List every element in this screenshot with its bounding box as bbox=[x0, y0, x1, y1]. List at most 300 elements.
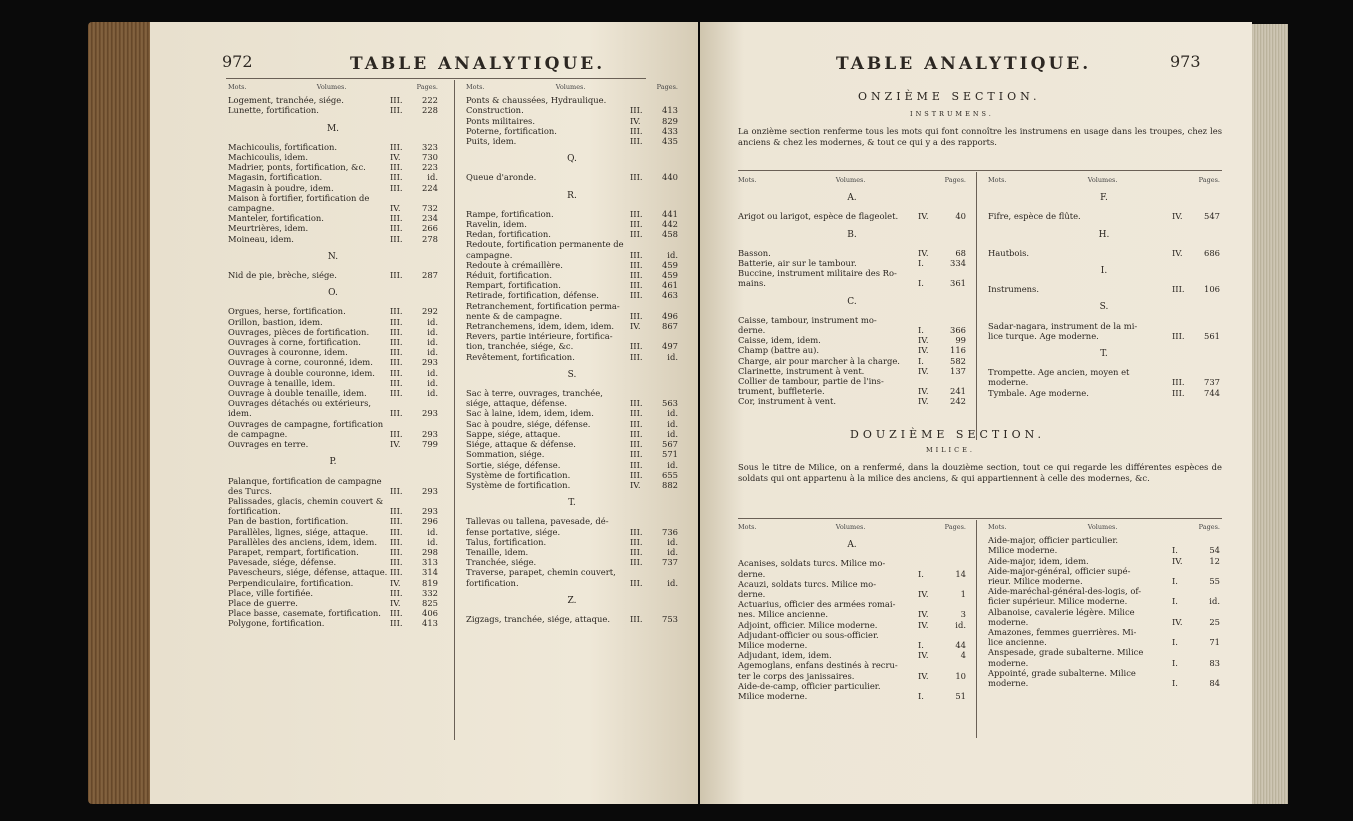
entry-volume: I. bbox=[918, 640, 924, 651]
entry-page: id. bbox=[667, 546, 678, 557]
entry-term: Buccine, instrument militaire des Ro- bbox=[738, 268, 897, 279]
entry-term: des Turcs. bbox=[228, 485, 272, 496]
entry-term: moderne. bbox=[988, 377, 1029, 388]
index-entry bbox=[988, 576, 1220, 586]
entry-term: Ouvrages à corne, fortification. bbox=[228, 337, 361, 348]
entry-term: Champ (battre au). bbox=[738, 345, 820, 356]
entry-page: 334 bbox=[950, 258, 966, 269]
entry-volume bbox=[390, 398, 416, 408]
index-entry bbox=[738, 258, 966, 268]
entry-volume bbox=[390, 476, 416, 486]
entry-volume: III. bbox=[630, 105, 643, 116]
entry-volume bbox=[1172, 566, 1198, 576]
entry-term: Poterne, fortification. bbox=[466, 125, 557, 136]
index-entry bbox=[228, 496, 438, 506]
entry-term: Perpendiculaire, fortification. bbox=[228, 577, 354, 588]
entry-page: 463 bbox=[662, 290, 678, 301]
entry-term: lice ancienne. bbox=[988, 637, 1047, 648]
entry-volume: III. bbox=[390, 377, 403, 388]
entry-term: Batterie, air sur le tambour. bbox=[738, 258, 857, 269]
entry-page: 459 bbox=[662, 259, 678, 270]
index-entry bbox=[466, 578, 678, 588]
entry-term: lice turque. Age moderne. bbox=[988, 330, 1099, 341]
entry-volume: III. bbox=[390, 182, 403, 193]
entry-volume bbox=[630, 95, 656, 105]
letter-heading: S. bbox=[567, 369, 577, 380]
index-entry bbox=[466, 209, 678, 219]
entry-term: Polygone, fortification. bbox=[228, 618, 325, 629]
entry-term: Cor, instrument à vent. bbox=[738, 396, 837, 407]
index-entry bbox=[738, 599, 966, 609]
entry-volume: IV. bbox=[918, 650, 929, 661]
entry-page: id. bbox=[427, 337, 438, 348]
index-entry bbox=[466, 311, 678, 321]
entry-volume bbox=[390, 496, 416, 506]
index-entry bbox=[466, 429, 678, 439]
entry-page: id. bbox=[427, 367, 438, 378]
entry-term: ter le corps des janissaires. bbox=[738, 670, 855, 681]
entry-term: Sac à terre, ouvrages, tranchée, bbox=[466, 388, 603, 399]
entry-term: Logement, tranchée, siége. bbox=[228, 95, 344, 106]
entry-page: 737 bbox=[662, 557, 678, 568]
entry-volume: I. bbox=[1172, 637, 1178, 648]
index-entry bbox=[228, 368, 438, 378]
index-entry bbox=[228, 578, 438, 588]
index-entry bbox=[466, 301, 678, 311]
index-entry bbox=[738, 691, 966, 701]
entry-term: Réduit, fortification. bbox=[466, 270, 552, 281]
entry-term: Adjudant-officier ou sous-officier. bbox=[738, 629, 879, 640]
entry-term: Traverse, parapet, chemin couvert, bbox=[466, 567, 616, 578]
entry-term: Collier de tambour, partie de l'ins- bbox=[738, 376, 884, 387]
entry-volume: IV. bbox=[918, 396, 929, 407]
entry-term: Aide-major, officier particulier. bbox=[988, 535, 1119, 546]
entry-term: Pavesade, siége, défense. bbox=[228, 557, 337, 568]
index-entry bbox=[988, 377, 1220, 387]
entry-page: 736 bbox=[662, 526, 678, 537]
entry-page bbox=[944, 630, 966, 640]
entry-page: 730 bbox=[422, 152, 438, 163]
entry-volume bbox=[630, 388, 656, 398]
entry-volume: III. bbox=[1172, 330, 1185, 341]
entry-term: idem. bbox=[228, 408, 252, 419]
entry-volume: IV. bbox=[918, 211, 929, 222]
entry-term: Adjoint, officier. Milice moderne. bbox=[738, 619, 878, 630]
entry-page: 413 bbox=[422, 618, 438, 629]
entry-page: id. bbox=[667, 418, 678, 429]
index-entry bbox=[228, 183, 438, 193]
index-entry bbox=[228, 357, 438, 367]
entry-page: 40 bbox=[955, 211, 966, 222]
entry-page: 361 bbox=[950, 278, 966, 289]
index-entry bbox=[228, 486, 438, 496]
index-entry bbox=[738, 681, 966, 691]
index-entry bbox=[466, 398, 678, 408]
index-entry bbox=[738, 248, 966, 258]
index-entry bbox=[228, 213, 438, 223]
index-entry bbox=[738, 366, 966, 376]
entry-volume bbox=[630, 301, 656, 311]
entry-page bbox=[1198, 647, 1220, 657]
column-header: Mots. Volumes. Pages. bbox=[738, 176, 966, 184]
entry-page: 293 bbox=[422, 485, 438, 496]
entry-term: Albanoise, cavalerie légère. Milice bbox=[988, 606, 1135, 617]
entry-term: tion, tranchée, siége, &c. bbox=[466, 341, 574, 352]
index-entry bbox=[228, 537, 438, 547]
index-entry bbox=[988, 607, 1220, 617]
entry-term: Tranchée, siége. bbox=[466, 557, 537, 568]
entry-term: Basson. bbox=[738, 247, 771, 258]
entry-term: Sappe, siége, attaque. bbox=[466, 428, 561, 439]
entry-page: 83 bbox=[1209, 657, 1220, 668]
entry-term: Système de fortification. bbox=[466, 469, 571, 480]
entry-page: 55 bbox=[1209, 576, 1220, 587]
entry-volume bbox=[390, 419, 416, 429]
entry-page: id. bbox=[427, 347, 438, 358]
entry-term: Sortie, siége, défense. bbox=[466, 459, 561, 470]
entry-volume: III. bbox=[630, 408, 643, 419]
entry-volume: III. bbox=[390, 526, 403, 537]
index-entry bbox=[228, 398, 438, 408]
index-entry bbox=[738, 630, 966, 640]
entry-term: Ouvrages, pièces de fortification. bbox=[228, 326, 370, 337]
entry-page: 241 bbox=[950, 386, 966, 397]
entry-page: 224 bbox=[422, 182, 438, 193]
entry-term: campagne. bbox=[466, 249, 513, 260]
letter-heading: T. bbox=[1100, 349, 1108, 360]
entry-volume: III. bbox=[630, 613, 643, 624]
index-entry bbox=[466, 321, 678, 331]
letter-heading: C. bbox=[847, 296, 857, 307]
entry-term: mains. bbox=[738, 278, 766, 289]
entry-volume bbox=[918, 599, 944, 609]
entry-term: derne. bbox=[738, 325, 766, 336]
index-entry bbox=[228, 557, 438, 567]
entry-page bbox=[944, 376, 966, 386]
entry-term: derne. bbox=[738, 568, 766, 579]
index-entry bbox=[738, 278, 966, 288]
entry-term: Actuarius, officier des armées romai- bbox=[738, 599, 896, 610]
entry-term: Ouvrages à couronne, idem. bbox=[228, 347, 348, 358]
entry-term: Ouvrages en terre. bbox=[228, 439, 309, 450]
index-entry bbox=[228, 317, 438, 327]
entry-page: 332 bbox=[422, 587, 438, 598]
entry-page: 3 bbox=[960, 609, 966, 620]
index-entry bbox=[988, 284, 1220, 294]
entry-volume: III. bbox=[390, 485, 403, 496]
column-header: Mots. Volumes. Pages. bbox=[988, 523, 1220, 531]
entry-volume: III. bbox=[630, 341, 643, 352]
letter-heading: A. bbox=[847, 540, 857, 551]
entry-page bbox=[1198, 607, 1220, 617]
entry-term: Aide-major, idem, idem. bbox=[988, 555, 1089, 566]
entry-volume: III. bbox=[390, 536, 403, 547]
entry-term: Magasin, fortification. bbox=[228, 172, 323, 183]
entry-page: id. bbox=[427, 536, 438, 547]
entry-page: id. bbox=[667, 428, 678, 439]
entry-volume: III. bbox=[630, 557, 643, 568]
entry-term: moderne. bbox=[988, 678, 1029, 689]
letter-heading: O. bbox=[328, 288, 338, 299]
entry-term: Anspesade, grade subalterne. Milice bbox=[988, 647, 1144, 658]
entry-page: 435 bbox=[662, 136, 678, 147]
entry-page: id. bbox=[667, 459, 678, 470]
entry-page bbox=[656, 239, 678, 249]
index-entry bbox=[738, 620, 966, 630]
entry-page: id. bbox=[667, 351, 678, 362]
index-entry bbox=[738, 386, 966, 396]
entry-term: siége, attaque, défense. bbox=[466, 398, 568, 409]
index-entry bbox=[228, 516, 438, 526]
entry-page: 84 bbox=[1209, 678, 1220, 689]
column-header: Mots. Volumes. Pages. bbox=[738, 523, 966, 531]
entry-volume: I. bbox=[1172, 576, 1178, 587]
entry-term: Magasin à poudre, idem. bbox=[228, 182, 334, 193]
index-entry bbox=[738, 268, 966, 278]
entry-term: Arigot ou larigot, espèce de flageolet. bbox=[738, 211, 899, 222]
index-entry bbox=[988, 596, 1220, 606]
index-entry bbox=[228, 306, 438, 316]
entry-volume: IV. bbox=[918, 609, 929, 620]
entry-page: 278 bbox=[422, 233, 438, 244]
entry-page: 298 bbox=[422, 546, 438, 557]
entry-volume bbox=[1172, 586, 1198, 596]
entry-page bbox=[1198, 627, 1220, 637]
index-entry bbox=[466, 105, 678, 115]
entry-page bbox=[944, 660, 966, 670]
entry-volume: IV. bbox=[1172, 616, 1183, 627]
instrumens-column-1 bbox=[738, 175, 966, 407]
index-entry bbox=[466, 567, 678, 577]
entry-page: 882 bbox=[662, 479, 678, 490]
entry-volume: III. bbox=[390, 233, 403, 244]
letter-heading: P. bbox=[329, 457, 337, 468]
index-entry bbox=[228, 506, 438, 516]
entry-page: 4 bbox=[960, 650, 966, 661]
entry-volume: III. bbox=[630, 546, 643, 557]
entry-volume: III. bbox=[390, 367, 403, 378]
entry-volume: III. bbox=[630, 526, 643, 537]
entry-page: 433 bbox=[662, 125, 678, 136]
entry-volume: IV. bbox=[1172, 247, 1183, 258]
entry-term: Parapet, rempart, fortification. bbox=[228, 546, 359, 557]
entry-volume: III. bbox=[390, 270, 403, 281]
index-entry bbox=[466, 229, 678, 239]
entry-page bbox=[416, 398, 438, 408]
entry-term: Pavescheurs, siége, défense, attaque. bbox=[228, 567, 388, 578]
entry-volume: III. bbox=[630, 577, 643, 588]
entry-volume: III. bbox=[390, 347, 403, 358]
entry-volume: IV. bbox=[918, 335, 929, 346]
entry-volume: IV. bbox=[630, 321, 641, 332]
entry-term: Machicoulis, idem. bbox=[228, 152, 309, 163]
entry-term: Parallèles, lignes, siége, attaque. bbox=[228, 526, 369, 537]
entry-volume: IV. bbox=[390, 152, 401, 163]
index-entry bbox=[228, 408, 438, 418]
entry-page: 10 bbox=[955, 670, 966, 681]
index-entry bbox=[466, 95, 678, 105]
index-entry bbox=[466, 239, 678, 249]
entry-page bbox=[944, 558, 966, 568]
header-rule bbox=[226, 78, 646, 79]
entry-term: Sac à poudre, siége, défense. bbox=[466, 418, 591, 429]
entry-volume: III. bbox=[390, 162, 403, 173]
entry-term: Place de guerre. bbox=[228, 597, 298, 608]
index-entry bbox=[228, 429, 438, 439]
entry-term: Puits, idem. bbox=[466, 136, 517, 147]
index-entry bbox=[228, 327, 438, 337]
entry-page bbox=[944, 579, 966, 589]
entry-term: Revêtement, fortification. bbox=[466, 351, 575, 362]
index-entry bbox=[466, 270, 678, 280]
entry-term: Agemoglans, enfans destinés à recru- bbox=[738, 660, 898, 671]
entry-volume: III. bbox=[1172, 387, 1185, 398]
index-entry bbox=[738, 345, 966, 355]
entry-volume bbox=[1172, 627, 1198, 637]
entry-volume: III. bbox=[630, 259, 643, 270]
entry-term: Milice moderne. bbox=[738, 640, 808, 651]
entry-page: id. bbox=[667, 536, 678, 547]
section-subtitle: INSTRUMENS. bbox=[910, 110, 994, 118]
entry-term: Clarinette, instrument à vent. bbox=[738, 365, 865, 376]
letter-heading: Q. bbox=[567, 154, 577, 165]
entry-page bbox=[656, 516, 678, 526]
entry-volume: III. bbox=[630, 439, 643, 450]
entry-term: Revers, partie intérieure, fortifica- bbox=[466, 331, 613, 342]
entry-page bbox=[944, 315, 966, 325]
entry-page: 819 bbox=[422, 577, 438, 588]
entry-page: 440 bbox=[662, 172, 678, 183]
entry-page: id. bbox=[667, 408, 678, 419]
entry-term: Manteler, fortification. bbox=[228, 213, 324, 224]
index-entry bbox=[988, 367, 1220, 377]
entry-page: 461 bbox=[662, 280, 678, 291]
entry-page: 293 bbox=[422, 428, 438, 439]
index-entry bbox=[738, 569, 966, 579]
entry-volume: III. bbox=[390, 105, 403, 116]
entry-volume bbox=[1172, 321, 1198, 331]
index-entry bbox=[988, 331, 1220, 341]
running-head: TABLE ANALYTIQUE. bbox=[350, 54, 606, 74]
entry-page: 496 bbox=[662, 310, 678, 321]
entry-volume: III. bbox=[390, 172, 403, 183]
entry-page bbox=[416, 496, 438, 506]
entry-term: Maison à fortifier, fortification de bbox=[228, 192, 370, 203]
running-head: TABLE ANALYTIQUE. bbox=[836, 54, 1092, 74]
entry-term: fortification. bbox=[466, 577, 519, 588]
index-entry bbox=[466, 408, 678, 418]
index-entry bbox=[988, 647, 1220, 657]
letter-heading: T. bbox=[568, 498, 576, 509]
letter-heading: M. bbox=[326, 123, 340, 134]
entry-term: Retranchement, fortification perma- bbox=[466, 300, 620, 311]
entry-volume bbox=[918, 660, 944, 670]
entry-volume: III. bbox=[390, 337, 403, 348]
entry-term: Retranchemens, idem, idem, idem. bbox=[466, 321, 615, 332]
entry-term: Hautbois. bbox=[988, 247, 1030, 258]
index-entry bbox=[228, 388, 438, 398]
milice-column-1 bbox=[738, 522, 966, 701]
entry-volume bbox=[918, 268, 944, 278]
entry-term: Palanque, fortification de campagne bbox=[228, 475, 382, 486]
entry-page bbox=[1198, 668, 1220, 678]
instrumens-column-2 bbox=[988, 175, 1220, 398]
entry-term: Trompette. Age ancien, moyen et bbox=[988, 367, 1130, 378]
entry-volume: I. bbox=[918, 278, 924, 289]
entry-term: Redoute à crémaillère. bbox=[466, 259, 563, 270]
entry-term: Rempart, fortification. bbox=[466, 280, 561, 291]
entry-term: Ouvrage à tenaille, idem. bbox=[228, 377, 336, 388]
entry-page: 563 bbox=[662, 398, 678, 409]
column-header: Mots. Volumes. Pages. bbox=[988, 176, 1220, 184]
entry-term: Zigzags, tranchée, siége, attaque. bbox=[466, 613, 610, 624]
entry-page: 106 bbox=[1204, 284, 1220, 295]
entry-volume bbox=[630, 516, 656, 526]
index-entry bbox=[738, 589, 966, 599]
entry-volume: III. bbox=[630, 459, 643, 470]
entry-term: Meurtrières, idem. bbox=[228, 223, 309, 234]
entry-term: Siége, attaque & défense. bbox=[466, 439, 576, 450]
entry-page: 242 bbox=[950, 396, 966, 407]
entry-term: Nid de pie, brèche, siége. bbox=[228, 270, 337, 281]
index-entry bbox=[228, 105, 438, 115]
entry-volume: III. bbox=[1172, 284, 1185, 295]
entry-volume bbox=[918, 681, 944, 691]
entry-term: derne. bbox=[738, 589, 766, 600]
entry-page bbox=[1198, 566, 1220, 576]
entry-page: 825 bbox=[422, 597, 438, 608]
entry-page: 222 bbox=[422, 95, 438, 106]
letter-heading: I. bbox=[1100, 266, 1108, 277]
section-title: ONZIÈME SECTION. bbox=[858, 90, 1041, 103]
entry-term: Queue d'aronde. bbox=[466, 172, 537, 183]
entry-volume: III. bbox=[630, 172, 643, 183]
entry-page: 799 bbox=[422, 439, 438, 450]
entry-volume bbox=[918, 630, 944, 640]
entry-term: Place, ville fortifiée. bbox=[228, 587, 314, 598]
entry-page: 655 bbox=[662, 469, 678, 480]
entry-volume: IV. bbox=[918, 386, 929, 397]
entry-term: Sommation, siége. bbox=[466, 449, 545, 460]
entry-page: 459 bbox=[662, 270, 678, 281]
letter-heading: H. bbox=[1098, 229, 1110, 240]
entry-page bbox=[1198, 367, 1220, 377]
entry-term: Tenaille, idem. bbox=[466, 546, 529, 557]
entry-page: 44 bbox=[955, 640, 966, 651]
entry-term: rieur. Milice moderne. bbox=[988, 576, 1083, 587]
entry-page: 68 bbox=[955, 247, 966, 258]
entry-page: id. bbox=[667, 249, 678, 260]
entry-page: 571 bbox=[662, 449, 678, 460]
entry-page bbox=[944, 268, 966, 278]
column-divider bbox=[976, 172, 977, 440]
entry-volume: IV. bbox=[1172, 211, 1183, 222]
entry-term: nente & de campagne. bbox=[466, 310, 563, 321]
entry-volume: I. bbox=[918, 355, 924, 366]
index-entry bbox=[738, 671, 966, 681]
entry-page: 323 bbox=[422, 141, 438, 152]
index-entry bbox=[988, 586, 1220, 596]
entry-term: Orgues, herse, fortification. bbox=[228, 306, 346, 317]
entry-page: 296 bbox=[422, 516, 438, 527]
index-entry bbox=[738, 396, 966, 406]
entry-volume: III. bbox=[630, 280, 643, 291]
entry-term: Ponts & chaussées, Hydraulique. bbox=[466, 95, 607, 106]
entry-volume bbox=[1172, 647, 1198, 657]
entry-page: 234 bbox=[422, 213, 438, 224]
entry-term: Ouvrages détachés ou extérieurs, bbox=[228, 398, 372, 409]
index-entry bbox=[466, 352, 678, 362]
